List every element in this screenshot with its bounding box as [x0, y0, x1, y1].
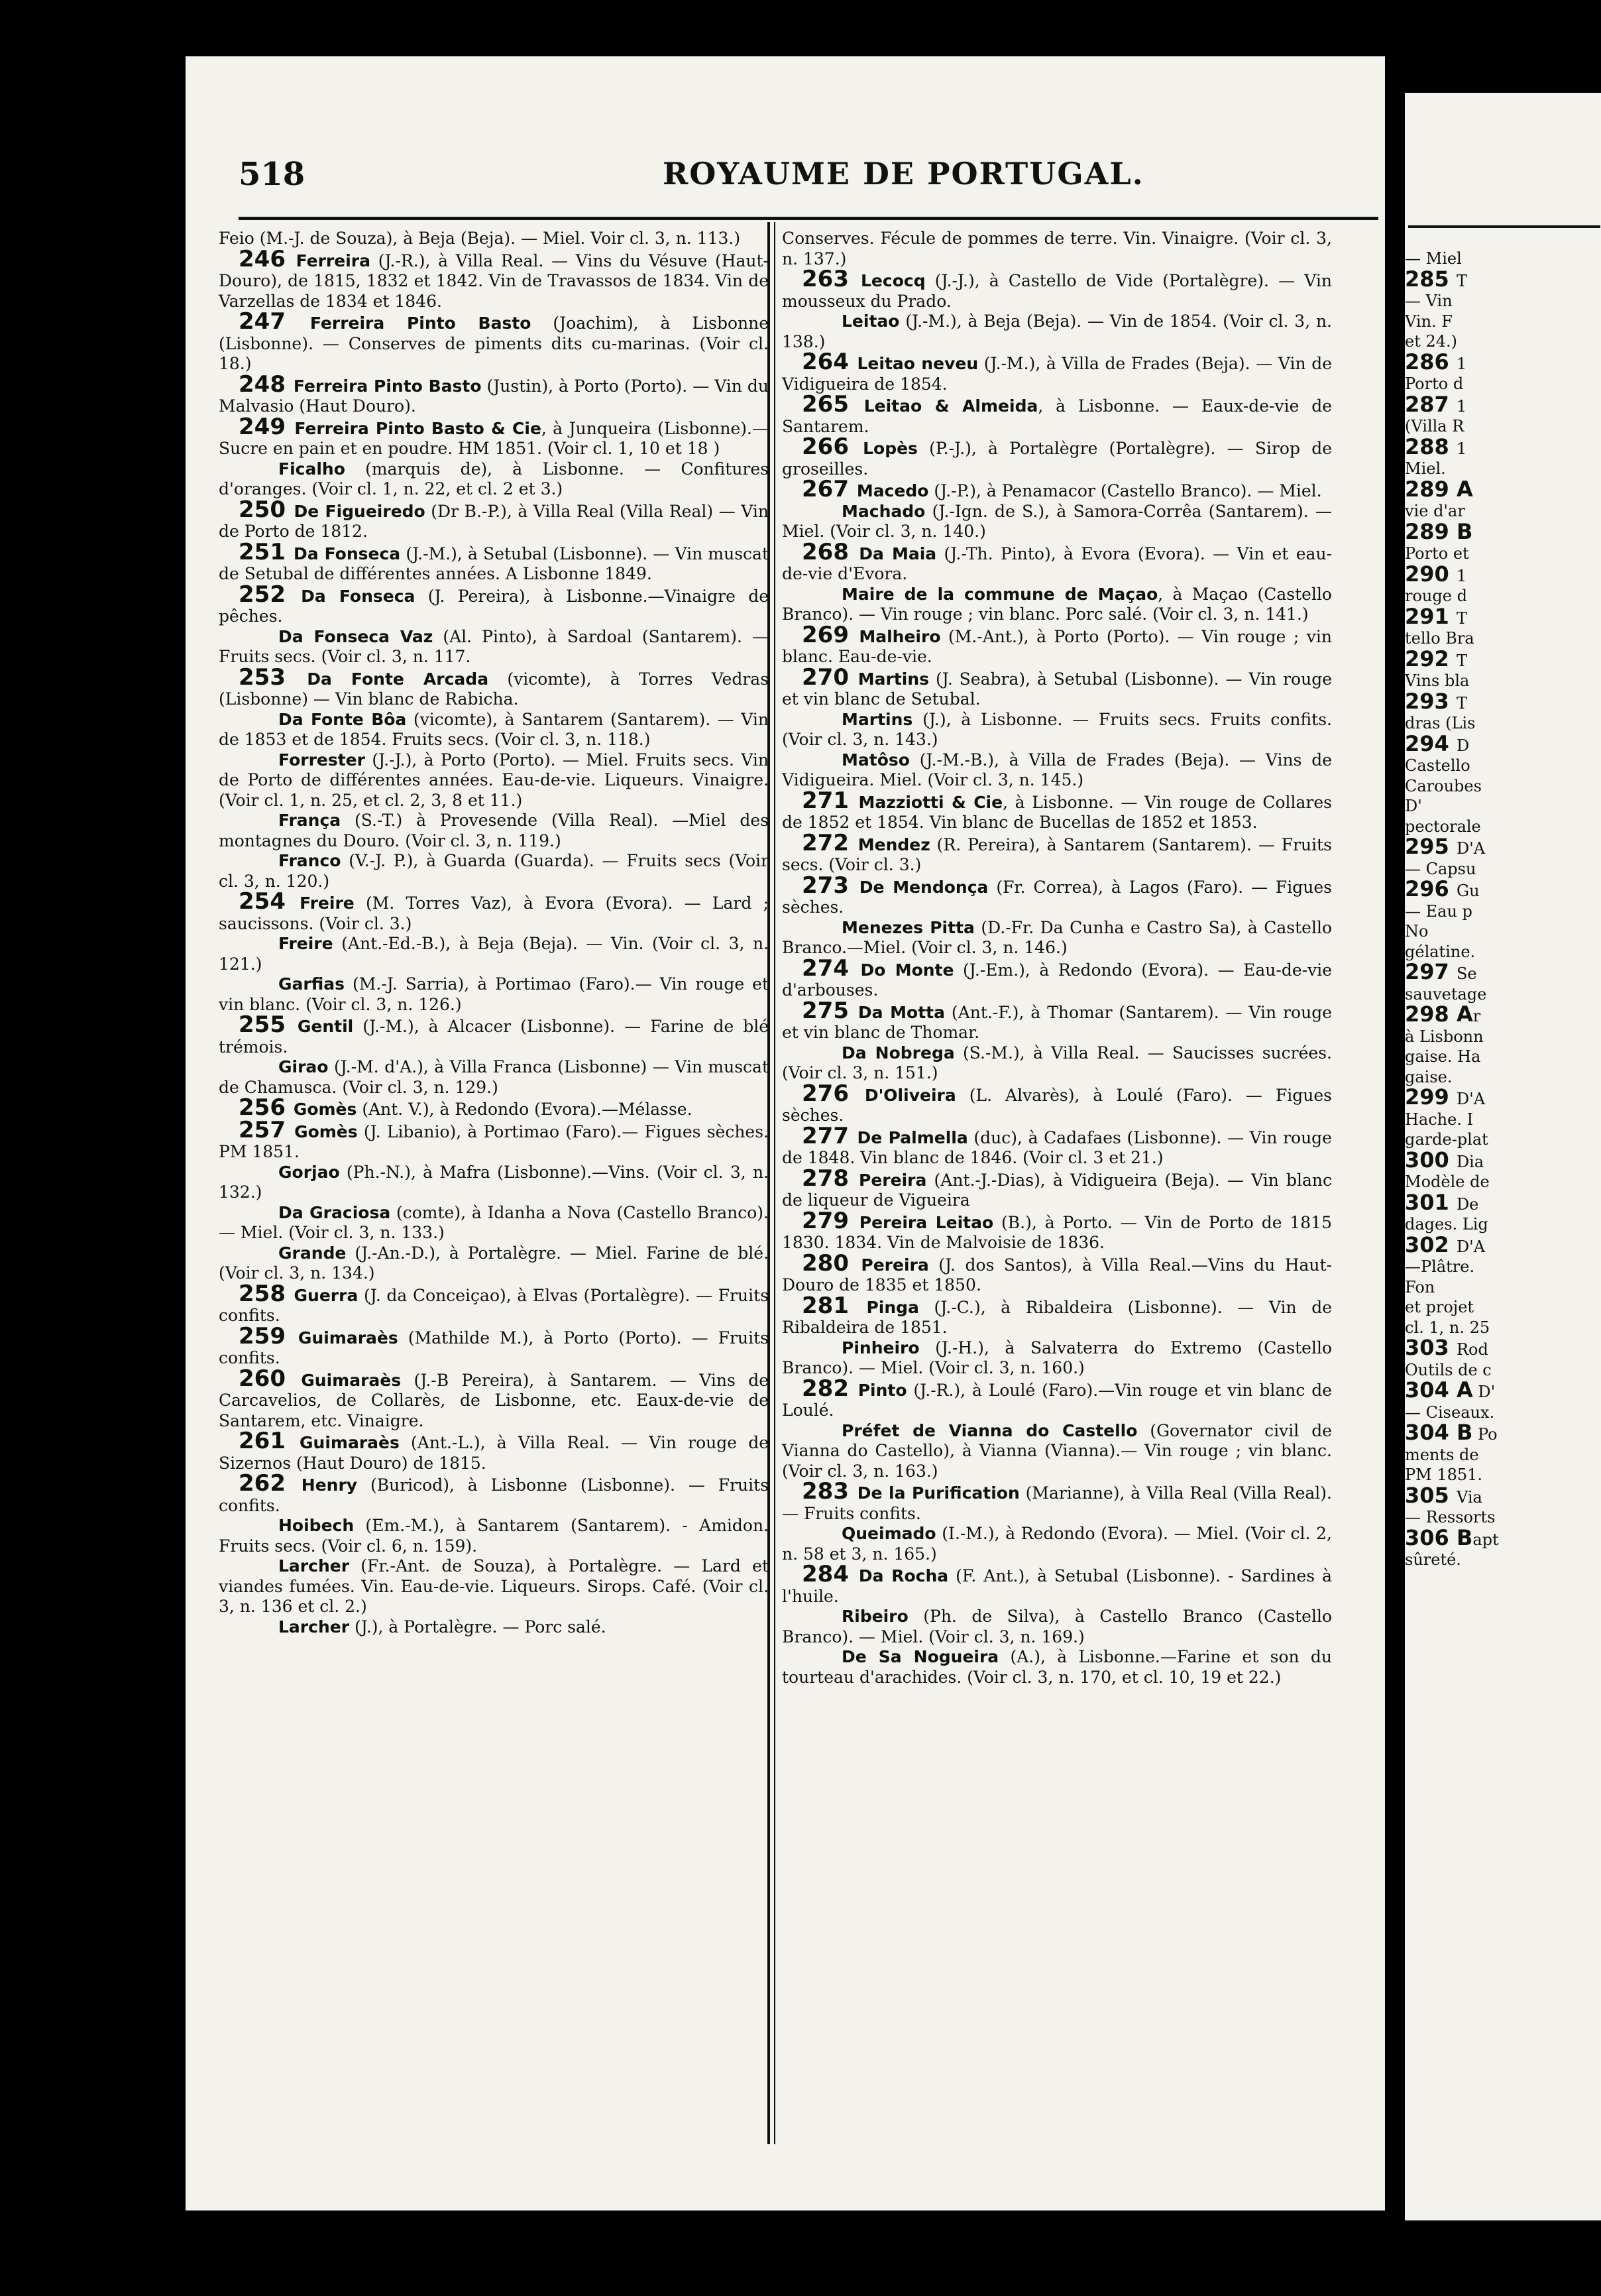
catalog-entry: 268 Da Maia (J.-Th. Pinto), à Evora (Evora). — Vin et eau-de-vie d'Evora.	[782, 538, 1332, 583]
catalog-entry: 250 De Figueiredo (Dr B.-P.), à Villa Real (Villa Real) — Vin de Porto de 1812.	[219, 496, 769, 541]
catalog-entry: De Sa Nogueira (A.), à Lisbonne.—Farine et son du tourteau d'arachides. (Voir cl. 3, n. 170, et cl. 10, 19 et 22.)	[782, 1647, 1332, 1687]
facing-page-line: Hache. I	[1405, 1110, 1474, 1129]
catalog-entry: 265 Leitao & Almeida, à Lisbonne. — Eaux-de-vie de Santarem.	[782, 391, 1333, 436]
catalog-entry: Larcher (Fr.-Ant. de Souza), à Portalègre. — Lard et viandes fumées. Vin. Eau-de-vie. Liqueurs. Sirops. Café. (Voir cl. 3, n. 136 et cl. 2.)	[219, 1556, 769, 1616]
catalog-entry: 283 De la Purification (Marianne), à Villa Real (Villa Real). — Fruits confits.	[782, 1478, 1332, 1523]
catalog-entry: Machado (J.-Ign. de S.), à Samora-Corrêa (Santarem). — Miel. (Voir cl. 3, n. 140.)	[782, 501, 1332, 541]
facing-page-line: — Vin	[1405, 292, 1453, 310]
facing-page-line: 292 T	[1405, 646, 1467, 671]
facing-page-line: 288 1	[1405, 433, 1467, 459]
facing-page-line: 296 Gu	[1405, 876, 1480, 901]
right-column	[782, 229, 1332, 1688]
facing-page-line: 301 De	[1405, 1189, 1479, 1215]
facing-page-line: 300 Dia	[1405, 1147, 1484, 1173]
catalog-entry: 246 Ferreira (J.-R.), à Villa Real. — Vins du Vésuve (Haut-Douro), de 1815, 1832 et 1842. Vin de Travassos de 1834. Vin de Varzellas de 1834 et 1846.	[219, 245, 769, 311]
catalog-entry: 280 Pereira (J. dos Santos), à Villa Real.—Vins du Haut-Douro de 1835 et 1850.	[782, 1249, 1332, 1294]
catalog-entry: 284 Da Rocha (F. Ant.), à Setubal (Lisbonne). - Sardines à l'huile.	[782, 1561, 1332, 1606]
facing-page-line: — Capsu	[1405, 859, 1476, 878]
catalog-entry: Da Graciosa (comte), à Idanha a Nova (Castello Branco). — Miel. (Voir cl. 3, n. 133.)	[219, 1202, 769, 1242]
catalog-entry: 257 Gomès (J. Libanio), à Portimao (Faro).— Figues sèches. PM 1851.	[219, 1116, 769, 1161]
catalog-entry: França (S.-T.) à Provesende (Villa Real). —Miel des montagnes du Douro. (Voir cl. 3, n. 119.)	[219, 811, 769, 850]
facing-page-line: 298 Ar	[1405, 1002, 1481, 1027]
facing-page-line: — Ressorts	[1405, 1508, 1496, 1526]
facing-page-rule	[1408, 225, 1600, 228]
catalog-entry: 248 Ferreira Pinto Basto (Justin), à Porto (Porto). — Vin du Malvasio (Haut Douro).	[219, 371, 769, 416]
facing-page-line: 304 A D'	[1405, 1377, 1496, 1403]
catalog-entry: 252 Da Fonseca (J. Pereira), à Lisbonne.—Vinaigre de pêches.	[219, 581, 769, 626]
facing-page-line: 289 B	[1405, 518, 1473, 544]
catalog-entry: 274 Do Monte (J.-Em.), à Redondo (Evora). — Eau-de-vie d'arbouses.	[782, 954, 1333, 1000]
facing-page-fragments	[1405, 249, 1601, 1570]
catalog-entry: Forrester (J.-J.), à Porto (Porto). — Miel. Fruits secs. Vin de Porto de différentes années. Eau-de-vie. Liqueurs. Vinaigre. (Voir cl. 1, n. 25, et cl. 2, 3, 8 et 11.)	[219, 750, 769, 810]
catalog-entry: 254 Freire (M. Torres Vaz), à Evora (Evora). — Lard ; saucissons. (Voir cl. 3.)	[219, 888, 769, 933]
facing-page-line: et 24.)	[1405, 332, 1458, 351]
facing-page-line: —Plâtre.	[1405, 1257, 1475, 1276]
facing-page-line: ments de	[1405, 1445, 1479, 1464]
facing-page-line: pectorale	[1405, 817, 1481, 836]
catalog-entry: 247 Ferreira Pinto Basto (Joachim), à Lisbonne (Lisbonne). — Conserves de piments dits cu-marinas. (Voir cl. 18.)	[219, 308, 769, 373]
catalog-entry: 259 Guimaraès (Mathilde M.), à Porto (Porto). — Fruits confits.	[219, 1322, 769, 1367]
catalog-entry: Queimado (I.-M.), à Redondo (Evora). — Miel. (Voir cl. 2, n. 58 et 3, n. 165.)	[782, 1524, 1332, 1564]
facing-page-line: Porto et	[1405, 544, 1469, 563]
catalog-entry: 271 Mazziotti & Cie, à Lisbonne. — Vin rouge de Collares de 1852 et 1854. Vin blanc de Bucellas de 1852 et 1853.	[782, 787, 1332, 832]
facing-page-line: 287 1	[1405, 391, 1467, 417]
catalog-entry: 258 Guerra (J. da Conceiçao), à Elvas (Portalègre). — Fruits confits.	[219, 1280, 769, 1325]
facing-page-line: 291 T	[1405, 603, 1467, 629]
facing-page-line: sauvetage	[1405, 984, 1487, 1004]
facing-page-line: — Miel	[1405, 249, 1462, 268]
facing-page-line: 293 T	[1405, 688, 1467, 714]
facing-page-line: dages. Lig	[1405, 1215, 1488, 1234]
facing-page-line: Vin. F	[1405, 312, 1453, 331]
facing-page-line: rouge d	[1405, 587, 1467, 605]
facing-page-line: gélatine.	[1405, 942, 1476, 961]
facing-page-line: — Ciseaux.	[1405, 1403, 1495, 1422]
facing-page-line: sûreté.	[1405, 1550, 1461, 1569]
catalog-entry: 281 Pinga (J.-C.), à Ribaldeira (Lisbonne). — Vin de Ribaldeira de 1851.	[782, 1292, 1332, 1337]
facing-page-line: gaise.	[1405, 1067, 1453, 1086]
catalog-entry: 278 Pereira (Ant.-J.-Dias), à Vidigueira (Beja). — Vin blanc de liqueur de Vigueira	[782, 1165, 1332, 1210]
facing-page-line: 306 Bapt	[1405, 1524, 1499, 1550]
catalog-entry: 249 Ferreira Pinto Basto & Cie, à Junqueira (Lisbonne).— Sucre en pain et en poudre. HM 1851. (Voir cl. 1, 10 et 18 )	[219, 413, 769, 458]
book-page	[186, 56, 1385, 2210]
facing-page-line: Fon	[1405, 1277, 1435, 1296]
catalog-entry: Gorjao (Ph.-N.), à Mafra (Lisbonne).—Vins. (Voir cl. 3, n. 132.)	[219, 1162, 769, 1202]
catalog-entry: 275 Da Motta (Ant.-F.), à Thomar (Santarem). — Vin rouge et vin blanc de Thomar.	[782, 997, 1332, 1042]
facing-page-line: vie d'ar	[1405, 502, 1465, 520]
catalog-entry: Da Fonte Bôa (vicomte), à Santarem (Santarem). — Vin de 1853 et de 1854. Fruits secs. (Voir cl. 3, n. 118.)	[219, 709, 769, 749]
facing-page-line: 302 D'A	[1405, 1232, 1486, 1257]
facing-page-line: à Lisbonn	[1405, 1027, 1484, 1046]
catalog-entry: 270 Martins (J. Seabra), à Setubal (Lisbonne). — Vin rouge et vin blanc de Setubal.	[782, 663, 1332, 709]
catalog-entry: 264 Leitao neveu (J.-M.), à Villa de Frades (Beja). — Vin de Vidigueira de 1854.	[782, 349, 1332, 394]
catalog-entry: 272 Mendez (R. Pereira), à Santarem (Santarem). — Fruits secs. (Voir cl. 3.)	[782, 829, 1332, 874]
page-header	[239, 156, 1378, 209]
catalog-entry: Da Nobrega (S.-M.), à Villa Real. — Saucisses sucrées. (Voir cl. 3, n. 151.)	[782, 1043, 1333, 1082]
facing-page-line: dras (Lis	[1405, 714, 1476, 732]
facing-page-line: Porto d	[1405, 374, 1464, 393]
catalog-entry: Martins (J.), à Lisbonne. — Fruits secs. Fruits confits. (Voir cl. 3, n. 143.)	[782, 709, 1332, 749]
catalog-entry: Girao (J.-M. d'A.), à Villa Franca (Lisbonne) — Vin muscat de Chamusca. (Voir cl. 3, n. 129.)	[219, 1057, 769, 1097]
facing-page-line: 305 Via	[1405, 1482, 1482, 1508]
facing-page-line: 286 1	[1405, 349, 1467, 374]
header-rule	[239, 217, 1378, 220]
facing-page-line: 290 1	[1405, 561, 1467, 587]
facing-page-line: 294 D	[1405, 730, 1470, 756]
catalog-entry: 253 Da Fonte Arcada (vicomte), à Torres Vedras (Lisbonne) — Vin blanc de Rabicha.	[219, 663, 769, 709]
catalog-entry: 263 Lecocq (J.-J.), à Castello de Vide (Portalègre). — Vin mousseux du Prado.	[782, 266, 1332, 311]
catalog-entry: Franco (V.-J. P.), à Guarda (Guarda). — Fruits secs (Voir cl. 3, n. 120.)	[219, 851, 769, 891]
facing-page-line: 303 Rod	[1405, 1335, 1488, 1360]
catalog-entry: Leitao (J.-M.), à Beja (Beja). — Vin de 1854. (Voir cl. 3, n. 138.)	[782, 312, 1332, 351]
catalog-entry: 282 Pinto (J.-R.), à Loulé (Faro).—Vin rouge et vin blanc de Loulé.	[782, 1375, 1332, 1420]
catalog-entry: 251 Da Fonseca (J.-M.), à Setubal (Lisbonne). — Vin muscat de Setubal de différentes années. A Lisbonne 1849.	[219, 538, 769, 583]
page-number: 518	[239, 156, 305, 193]
catalog-entry: Menezes Pitta (D.-Fr. Da Cunha e Castro Sa), à Castello Branco.—Miel. (Voir cl. 3, n. 146.)	[782, 917, 1332, 957]
facing-page-line: Caroubes	[1405, 776, 1482, 795]
catalog-entry: Feio (M.-J. de Souza), à Beja (Beja). — Miel. Voir cl. 3, n. 113.)	[219, 229, 741, 248]
catalog-entry: Freire (Ant.-Ed.-B.), à Beja (Beja). — Vin. (Voir cl. 3, n. 121.)	[219, 934, 769, 974]
catalog-entry: 256 Gomès (Ant. V.), à Redondo (Evora).—Mélasse.	[239, 1094, 692, 1121]
facing-page-line: (Villa R	[1405, 417, 1464, 435]
catalog-entry: Da Fonseca Vaz (Al. Pinto), à Sardoal (Santarem). — Fruits secs. (Voir cl. 3, n. 117.	[219, 626, 769, 666]
facing-page-line: garde-plat	[1405, 1130, 1488, 1149]
catalog-entry: Larcher (J.), à Portalègre. — Porc salé.	[278, 1617, 606, 1636]
facing-page-line: — Eau p	[1405, 901, 1472, 921]
catalog-entry: Grande (J.-An.-D.), à Portalègre. — Miel. Farine de blé. (Voir cl. 3, n. 134.)	[219, 1243, 769, 1283]
catalog-entry: 269 Malheiro (M.-Ant.), à Porto (Porto). — Vin rouge ; vin blanc. Eau-de-vie.	[782, 621, 1332, 666]
facing-page-line: et projet	[1405, 1298, 1474, 1316]
catalog-entry: 261 Guimaraès (Ant.-L.), à Villa Real. — Vin rouge de Sizernos (Haut Douro) de 1815.	[219, 1428, 769, 1473]
facing-page-line: tello Bra	[1405, 629, 1474, 648]
catalog-entry: Ribeiro (Ph. de Silva), à Castello Branco (Castello Branco). — Miel. (Voir cl. 3, n. 169.)	[782, 1607, 1332, 1646]
facing-page-line: D'	[1405, 797, 1422, 815]
facing-page-line: 297 Se	[1405, 959, 1477, 984]
catalog-entry: 279 Pereira Leitao (B.), à Porto. — Vin de Porto de 1815 1830. 1834. Vin de Malvoisie de 1836.	[782, 1207, 1332, 1252]
catalog-entry: Pinheiro (J.-H.), à Salvaterra do Extremo (Castello Branco). — Miel. (Voir cl. 3, n. 160.)	[782, 1338, 1332, 1377]
facing-page-line: cl. 1, n. 25	[1405, 1318, 1490, 1337]
catalog-entry: Maire de la commune de Maçao, à Maçao (Castello Branco). — Vin rouge ; vin blanc. Porc salé. (Voir cl. 3, n. 141.)	[782, 584, 1332, 624]
catalog-entry: Préfet de Vianna do Castello (Governator civil de Vianna do Castello), à Vianna (Vianna).— Vin rouge ; vin blanc. (Voir cl. 3, n. 163.)	[782, 1420, 1332, 1481]
facing-page-line: 304 B Po	[1405, 1420, 1498, 1445]
facing-page-line: 299 D'A	[1405, 1084, 1486, 1110]
facing-page-line: Miel.	[1405, 459, 1446, 478]
facing-page-line: 285 T	[1405, 266, 1467, 292]
facing-page-line: Modèle de	[1405, 1173, 1490, 1191]
catalog-entry: 260 Guimaraès (J.-B Pereira), à Santarem. — Vins de Carcavelios, de Collarès, de Lisbonne, etc. Eaux-de-vie de Santarem, etc. Vinaigre.	[219, 1365, 769, 1430]
column-separator-thin	[774, 222, 775, 2144]
catalog-entry: 273 De Mendonça (Fr. Correa), à Lagos (Faro). — Figues sèches.	[782, 872, 1332, 917]
catalog-entry: Ficalho (marquis de), à Lisbonne. — Confitures d'oranges. (Voir cl. 1, n. 22, et cl. 2 et 3.)	[219, 459, 769, 498]
running-title: ROYAUME DE PORTUGAL.	[663, 156, 1144, 192]
catalog-entry: Garfias (M.-J. Sarria), à Portimao (Faro).— Vin rouge et vin blanc. (Voir cl. 3, n. 126.)	[219, 974, 769, 1014]
catalog-entry: 277 De Palmella (duc), à Cadafaes (Lisbonne). — Vin rouge de 1848. Vin blanc de 1846. (Voir cl. 3 et 21.)	[782, 1122, 1332, 1167]
facing-page-line: 289 A	[1405, 476, 1473, 502]
catalog-entry: Conserves. Fécule de pommes de terre. Vin. Vinaigre. (Voir cl. 3, n. 137.)	[782, 229, 1332, 268]
facing-page-line: Outils de c	[1405, 1360, 1492, 1379]
catalog-entry: Matôso (J.-M.-B.), à Villa de Frades (Beja). — Vins de Vidigueira. Miel. (Voir cl. 3, n. 145.)	[782, 750, 1332, 789]
facing-page-line: PM 1851.	[1405, 1465, 1483, 1484]
catalog-entry: 276 D'Oliveira (L. Alvarès), à Loulé (Faro). — Figues sèches.	[782, 1080, 1333, 1125]
catalog-entry: 267 Macedo (J.-P.), à Penamacor (Castello Branco). — Miel.	[802, 476, 1322, 502]
catalog-entry: Hoibech (Em.-M.), à Santarem (Santarem). - Amidon. Fruits secs. (Voir cl. 6, n. 159).	[219, 1516, 769, 1556]
facing-page-line: Castello	[1405, 756, 1470, 775]
facing-page-edge	[1405, 93, 1601, 2220]
catalog-entry: 262 Henry (Buricod), à Lisbonne (Lisbonne). — Fruits confits.	[219, 1470, 769, 1515]
left-column	[219, 229, 769, 1637]
catalog-entry: 266 Lopès (P.-J.), à Portalègre (Portalègre). — Sirop de groseilles.	[782, 433, 1332, 479]
facing-page-line: No	[1405, 922, 1429, 941]
facing-page-line: 295 D'A	[1405, 834, 1486, 859]
facing-page-line: Vins bla	[1405, 671, 1470, 690]
facing-page-line: gaise. Ha	[1405, 1047, 1481, 1066]
catalog-entry: 255 Gentil (J.-M.), à Alcacer (Lisbonne). — Farine de blé trémois.	[219, 1011, 769, 1057]
